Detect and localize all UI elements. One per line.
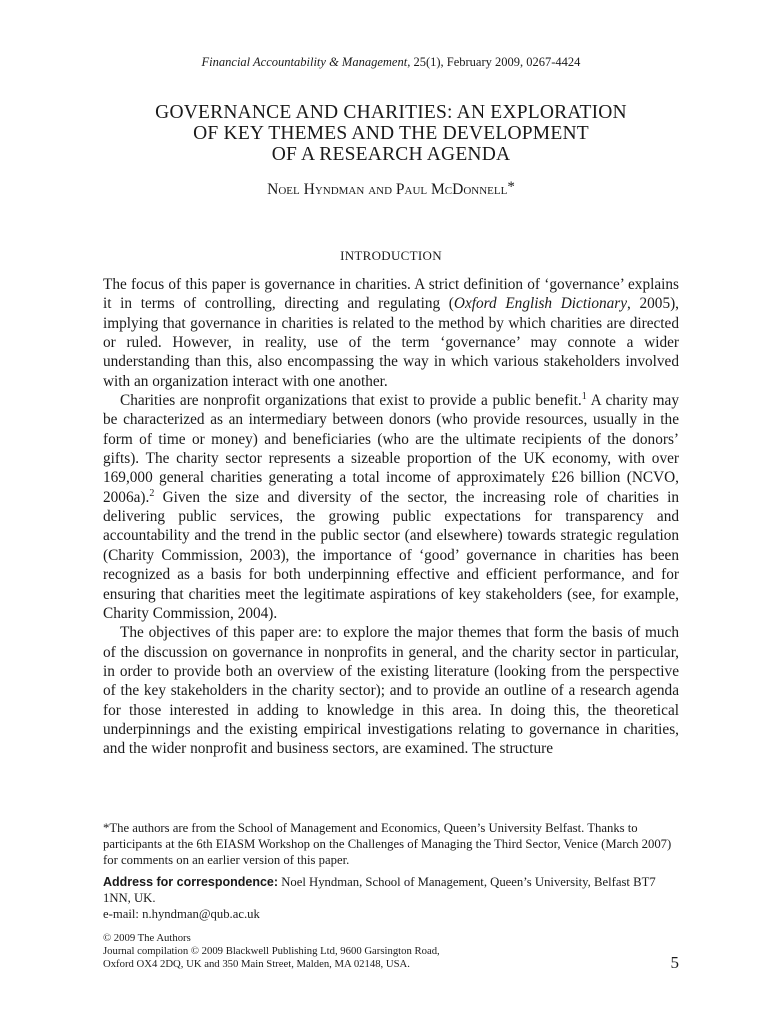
title-line-2: OF KEY THEMES AND THE DEVELOPMENT [193, 123, 589, 144]
page-number: 5 [670, 953, 679, 972]
paragraph-1-text-cont: , 2005), implying that governance in charities is related to the method by which charities are directed or ruled. However, in reality, use of the term ‘governance’ may connote a wider understanding than this, also encompassing the way in which various stakeholders involved with an organization interact with one another. [103, 295, 680, 390]
author-names: Noel Hyndman and Paul McDonnell [267, 181, 508, 198]
footnote-ref-2[interactable]: 2 [149, 487, 155, 499]
copyright-line-1: © 2009 The Authors [103, 932, 191, 944]
acknowledgement-text: Thanks to participants at the 6th EIASM Workshop on the Challenges of Managing the Third Sector, Venice (March 2007) for comments on an earlier version of this paper. [103, 821, 672, 867]
paragraph-2 [103, 391, 679, 623]
citation-oxford-dictionary: Oxford English Dictionary [453, 295, 628, 313]
copyright-line-2: Journal compilation © 2009 Blackwell Publishing Ltd, 9600 Garsington Road, [103, 945, 440, 957]
author-affiliation-note [103, 820, 679, 868]
author-line [103, 181, 679, 199]
affiliation-text: *The authors are from the School of Management and Economics, Queen’s University Belfast. [103, 821, 585, 835]
title-line-3: OF A RESEARCH AGENDA [271, 144, 511, 165]
running-head [103, 54, 679, 70]
correspondence-text: Noel Hyndman, School of Management, Queen’s University, Belfast BT7 1NN, UK. [103, 875, 656, 905]
paragraph-1 [103, 275, 679, 391]
journal-page [103, 0, 679, 1024]
correspondence-address [103, 874, 679, 906]
journal-name: Financial Accountability & Management [201, 55, 408, 69]
paragraph-2-text-end: Given the size and diversity of the sector, the increasing role of charities in delivering public services, the growing public expectations for transparency and accountability and the trend in the public sector (and elsewhere) towards strategic regulation (Charity Commission, 2003), the importance of ‘good’ governance in charities has been recognized as a basis for both underpinning effective and efficient performance, and for ensuring that charities meet the legitimate aspirations of key stakeholders (see, for example, Charity Commission, 2004). [103, 488, 679, 622]
paragraph-3: The objectives of this paper are: to explore the major themes that form the basis of much of the discussion on governance in nonprofits in general, and the charity sector in particular, in order to provide both an overview of the existing literature (looking from the perspective of the key stakeholders in the charity sector); and to provide an outline of a research agenda for those interested in adding to knowledge in this area. In doing this, the theoretical underpinnings and the existing empirical investigations relating to governance in charities, and the wider nonprofit and business sectors, are examined. The structure [103, 624, 679, 758]
correspondence-label: Address for correspondence: [103, 875, 279, 889]
footnote-ref-1[interactable]: 1 [581, 391, 587, 403]
journal-details: , 25(1), February 2009, 0267-4424 [407, 55, 581, 69]
title-line-1: GOVERNANCE AND CHARITIES: AN EXPLORATION [155, 102, 627, 123]
copyright-line-3: Oxford OX4 2DQ, UK and 350 Main Street, Malden, MA 02148, USA. [103, 958, 410, 970]
section-heading: INTRODUCTION [340, 248, 442, 263]
correspondence-email[interactable]: e-mail: n.hyndman@qub.ac.uk [103, 907, 260, 921]
author-footnote-mark[interactable]: * [507, 179, 515, 195]
copyright-notice [103, 932, 623, 971]
paper-title [103, 102, 679, 165]
footnote-block [103, 820, 679, 922]
paragraph-2-text-cont: A charity may be characterized as an intermediary between donors (who provide resources, usually in the form of time or money) and beneficiaries (who are the ultimate recipients of the donors’ gifts). The charity sector represents a sizeable proportion of the UK economy, with over 169,000 general charities generating a total income of approximately £26 billion (NCVO, 2006a). [103, 392, 679, 506]
paragraph-1-text: The focus of this paper is governance in charities. A strict definition of ‘governance’ explains it in terms of controlling, directing and regulating ( [103, 276, 679, 313]
body-text [103, 275, 679, 759]
paragraph-2-text: Charities are nonprofit organizations that exist to provide a public benefit. [120, 392, 582, 410]
